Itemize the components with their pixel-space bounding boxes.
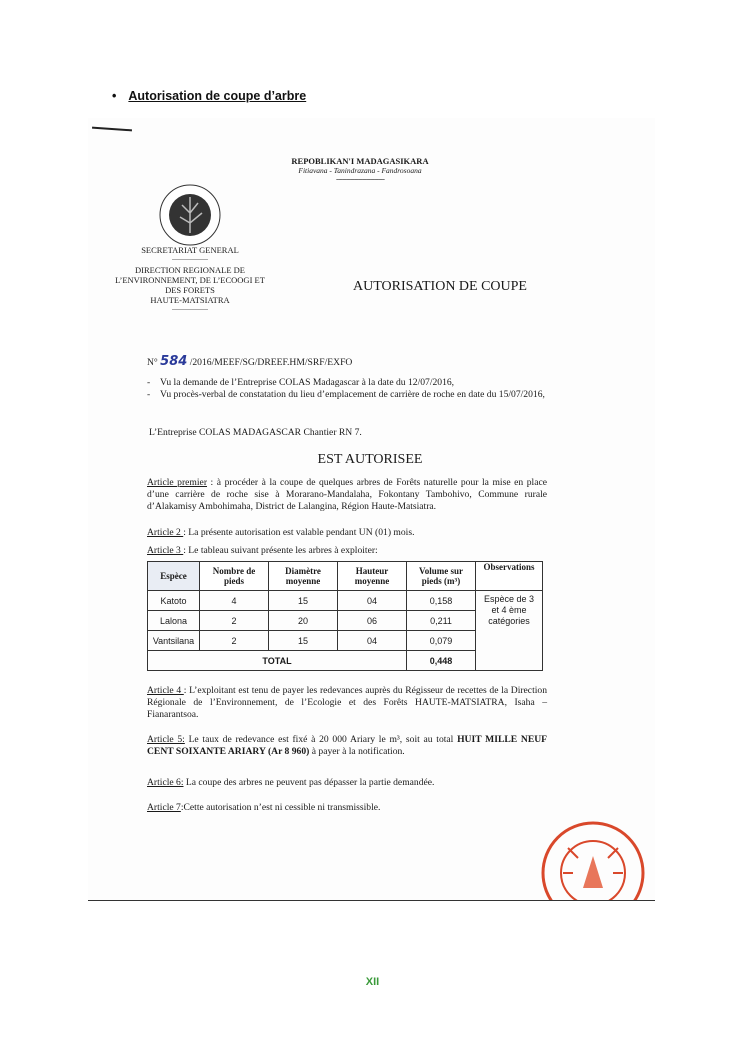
republic-header: REPOBLIKAN'I MADAGASIKARA Fitiavana - Tanindrazana - Fandrosoana ------------------------------------ bbox=[250, 156, 470, 183]
cell: 0,158 bbox=[407, 591, 476, 611]
divider bbox=[88, 900, 655, 901]
decision: EST AUTORISEE bbox=[317, 452, 423, 467]
article-text: à payer à la notification. bbox=[309, 746, 405, 757]
consideration: Vu la demande de l’Entreprise COLAS Madagascar à la date du 12/07/2016, bbox=[160, 377, 455, 388]
cell: 04 bbox=[338, 591, 407, 611]
article-text: : Le tableau suivant présente les arbres à exploiter: bbox=[183, 545, 378, 556]
cell: 06 bbox=[338, 611, 407, 631]
table-header-row bbox=[148, 562, 543, 591]
ministry-seal-icon bbox=[158, 183, 222, 252]
official-stamp-icon bbox=[538, 818, 648, 905]
article-3 bbox=[147, 545, 378, 557]
article-label: Article 3 bbox=[147, 545, 184, 556]
header-cell: Volume sur pieds (m³) bbox=[407, 562, 476, 591]
article-6 bbox=[147, 777, 434, 789]
cell: 2 bbox=[200, 631, 269, 651]
cell: 2 bbox=[200, 611, 269, 631]
direction-line: DIRECTION REGIONALE DE bbox=[134, 265, 245, 275]
total-label: TOTAL bbox=[148, 651, 407, 671]
header-cell: Espèce bbox=[148, 562, 200, 591]
article-label: Article 2 bbox=[147, 527, 184, 538]
article-text: : La présente autorisation est valable pendant UN (01) mois. bbox=[183, 527, 415, 538]
article-text: :Cette autorisation n’est ni cessible ni transmissible. bbox=[180, 802, 381, 813]
total-value: 0,448 bbox=[407, 651, 476, 671]
direction-line: L’ENVIRONNEMENT, DE L’ECOOGI ET bbox=[115, 275, 265, 285]
republic-name: REPOBLIKAN'I MADAGASIKARA bbox=[291, 156, 429, 166]
article-7 bbox=[147, 802, 380, 814]
cell: 15 bbox=[269, 591, 338, 611]
motto: Fitiavana - Tanindrazana - Fandrosoana bbox=[298, 166, 422, 175]
cell: Lalona bbox=[148, 611, 200, 631]
article-label: Article 6: bbox=[147, 777, 184, 788]
cell: 20 bbox=[269, 611, 338, 631]
observation-cell: Espèce de 3 et 4 ème catégories bbox=[476, 591, 543, 671]
bullet: • bbox=[112, 89, 117, 103]
article-text: : à procéder à la coupe de quelques arbres de Forêts naturelle pour la mise en place d’une carrière de roche sise à Morarano-Mandalaha, Fokontany Tambohivo, Commune rurale d’Alakamisy Ambohimaha, District de Lalangina, Région Haute-Matsiatra. bbox=[147, 477, 547, 512]
ref-suffix: /2016/MEEF/SG/DREEF.HM/SRF/EXFO bbox=[189, 357, 353, 368]
considerations: - Vu la demande de l’Entreprise COLAS Madagascar à la date du 12/07/2016, - Vu procès-verbal de constatation du lieu d’emplacement de carrière de roche en date du 15/07/2016, bbox=[147, 377, 545, 400]
article-text: : L’exploitant est tenu de payer les redevances auprès du Régisseur de recettes de la Direction Régionale de l’Environnement, de l’Ecologie et des Forêts HAUTE-MATSIATRA, Isaha – Fianarantsoa. bbox=[147, 685, 547, 720]
document-title: AUTORISATION DE COUPE bbox=[353, 279, 527, 294]
header-cell: Nombre de pieds bbox=[200, 562, 269, 591]
article-label: Article 7 bbox=[147, 802, 181, 813]
amount-text: HUIT MILLE NEUF CENT SOIXANTE ARIARY (Ar 8 960) bbox=[147, 734, 548, 757]
article-2 bbox=[147, 527, 414, 539]
section-heading bbox=[112, 89, 306, 103]
header-cell: Hauteur moyenne bbox=[338, 562, 407, 591]
header-cell: Observations bbox=[476, 562, 543, 591]
article-text: La coupe des arbres ne peuvent pas dépasser la partie demandée. bbox=[183, 777, 435, 788]
secretariat: SECRETARIAT GENERAL bbox=[141, 245, 239, 255]
cell: 04 bbox=[338, 631, 407, 651]
article-4 bbox=[147, 685, 547, 721]
company-line: L’Entreprise COLAS MADAGASCAR Chantier RN 7. bbox=[149, 427, 362, 438]
cell: Vantsilana bbox=[148, 631, 200, 651]
direction-line: HAUTE-MATSIATRA bbox=[150, 295, 230, 305]
article-label: Article 4 bbox=[147, 685, 184, 696]
trees-table bbox=[147, 561, 543, 671]
article-text: Le taux de redevance est fixé à 20 000 Ariary le m³, soit au total bbox=[184, 734, 458, 745]
cell: 0,211 bbox=[407, 611, 476, 631]
article-5 bbox=[147, 734, 547, 758]
article-label: Article premier bbox=[147, 477, 208, 488]
cell: 4 bbox=[200, 591, 269, 611]
page-number: XII bbox=[365, 976, 380, 988]
reference-number bbox=[147, 356, 352, 369]
ref-prefix: N° bbox=[147, 357, 158, 368]
article-label: Article 5: bbox=[147, 734, 185, 745]
cell: Katoto bbox=[148, 591, 200, 611]
cell: 0,079 bbox=[407, 631, 476, 651]
cell: 15 bbox=[269, 631, 338, 651]
direction-line: DES FORETS bbox=[165, 285, 215, 295]
header-cell: Diamètre moyenne bbox=[269, 562, 338, 591]
ref-handwritten-number: 584 bbox=[160, 354, 188, 369]
heading-text: Autorisation de coupe d’arbre bbox=[128, 89, 307, 103]
issuing-office: SECRETARIAT GENERAL ------------------ DIRECTION REGIONALE DE L’ENVIRONNEMENT, DE L’ECOOGI ET DES FORETS HAUTE-MATSIATRA ------------------ bbox=[115, 245, 265, 313]
consideration: Vu procès-verbal de constatation du lieu d’emplacement de carrière de roche en date du 15/07/2016, bbox=[160, 389, 545, 400]
article-1 bbox=[147, 477, 547, 513]
table-row bbox=[148, 591, 543, 611]
